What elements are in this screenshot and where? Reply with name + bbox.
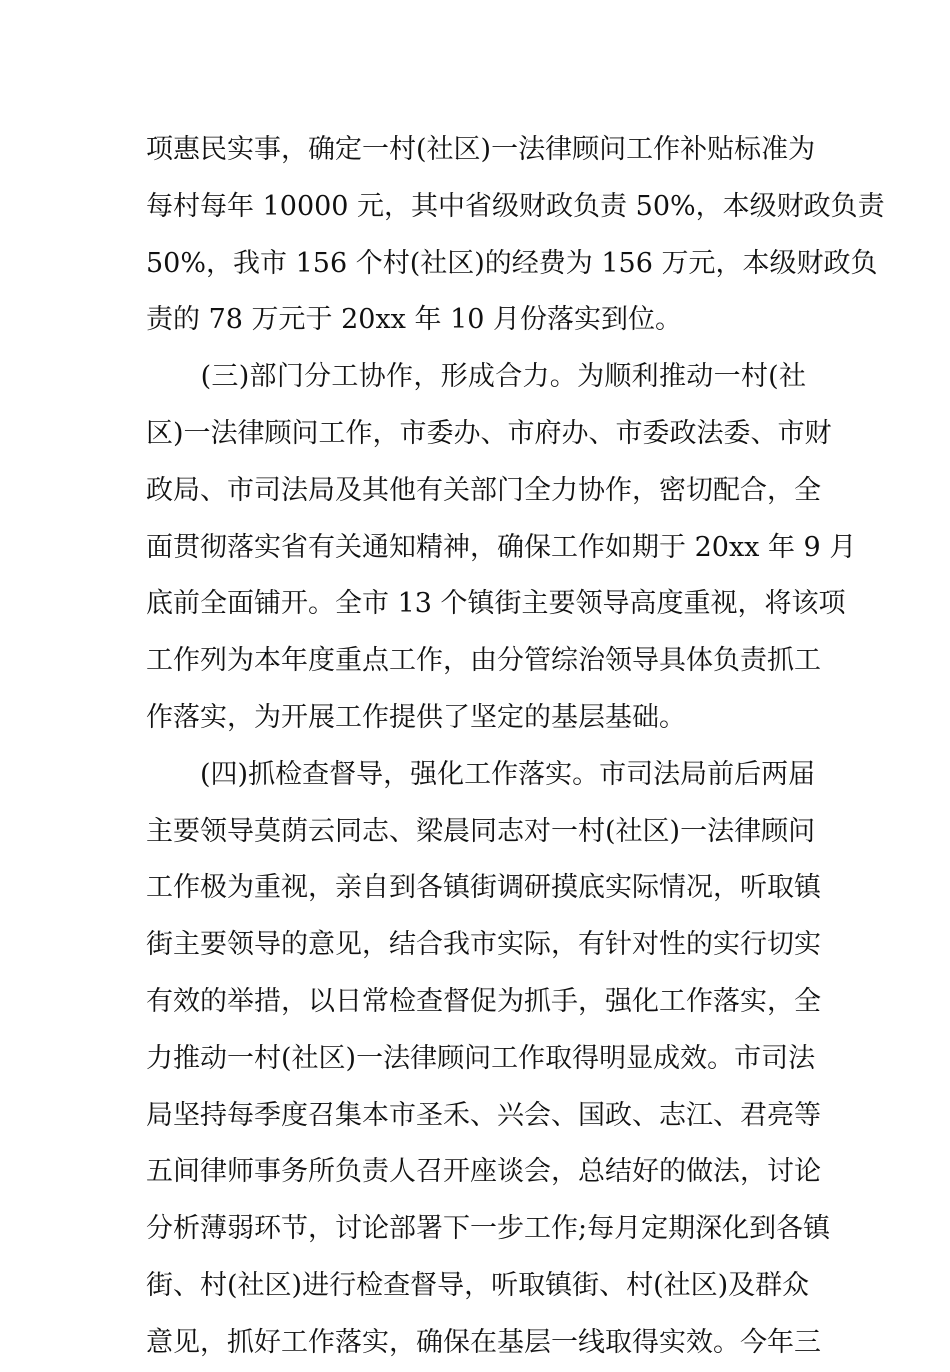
text-line: 底前全面铺开。全市 13 个镇街主要领导高度重视，将该项: [146, 588, 846, 620]
text-line: 街、村(社区)进行检查督导，听取镇街、村(社区)及群众: [146, 1269, 810, 1301]
text-line: 分析薄弱环节，讨论部署下一步工作;每月定期深化到各镇: [146, 1213, 831, 1245]
text-line: 政局、市司法局及其他有关部门全力协作，密切配合，全: [146, 474, 821, 506]
text-line: 力推动一村(社区)一法律顾问工作取得明显成效。市司法: [146, 1042, 816, 1074]
text-line: 项惠民实事，确定一村(社区)一法律顾问工作补贴标准为: [146, 134, 816, 165]
paragraph-end-line: 作落实，为开展工作提供了坚定的基层基础。: [146, 701, 686, 733]
text-line: 工作极为重视，亲自到各镇街调研摸底实际情况，听取镇: [146, 872, 821, 904]
text-line: 每村每年 10000 元，其中省级财政负责 50%，本级财政负责: [146, 190, 885, 222]
text-line: 面贯彻落实省有关通知精神，确保工作如期于 20xx 年 9 月: [146, 531, 857, 563]
text-line: 局坚持每季度召集本市圣禾、兴会、国政、志江、君亮等: [146, 1099, 821, 1131]
section-heading-line: (三)部门分工协作，形成合力。为顺利推动一村(社: [146, 361, 806, 393]
text-line: 意见，抓好工作落实，确保在基层一线取得实效。今年三: [146, 1326, 821, 1358]
text-line: 五间律师事务所负责人召开座谈会，总结好的做法，讨论: [146, 1156, 821, 1188]
text-line: 主要领导莫荫云同志、梁晨同志对一村(社区)一法律顾问: [146, 815, 816, 847]
section-heading-line: (四)抓检查督导，强化工作落实。市司法局前后两届: [146, 758, 816, 790]
paragraph-end-line: 责的 78 万元于 20xx 年 10 月份落实到位。: [146, 304, 683, 336]
text-line: 街主要领导的意见，结合我市实际，有针对性的实行切实: [146, 929, 821, 961]
text-line: 50%，我市 156 个村(社区)的经费为 156 万元，本级财政负: [146, 247, 878, 279]
body-text: [146, 122, 885, 1372]
text-line: 有效的举措，以日常检查督促为抓手，强化工作落实，全: [146, 985, 821, 1017]
text-line: 工作列为本年度重点工作，由分管综治领导具体负责抓工: [146, 645, 821, 677]
text-line: 区)一法律顾问工作，市委办、市府办、市委政法委、市财: [146, 417, 832, 449]
